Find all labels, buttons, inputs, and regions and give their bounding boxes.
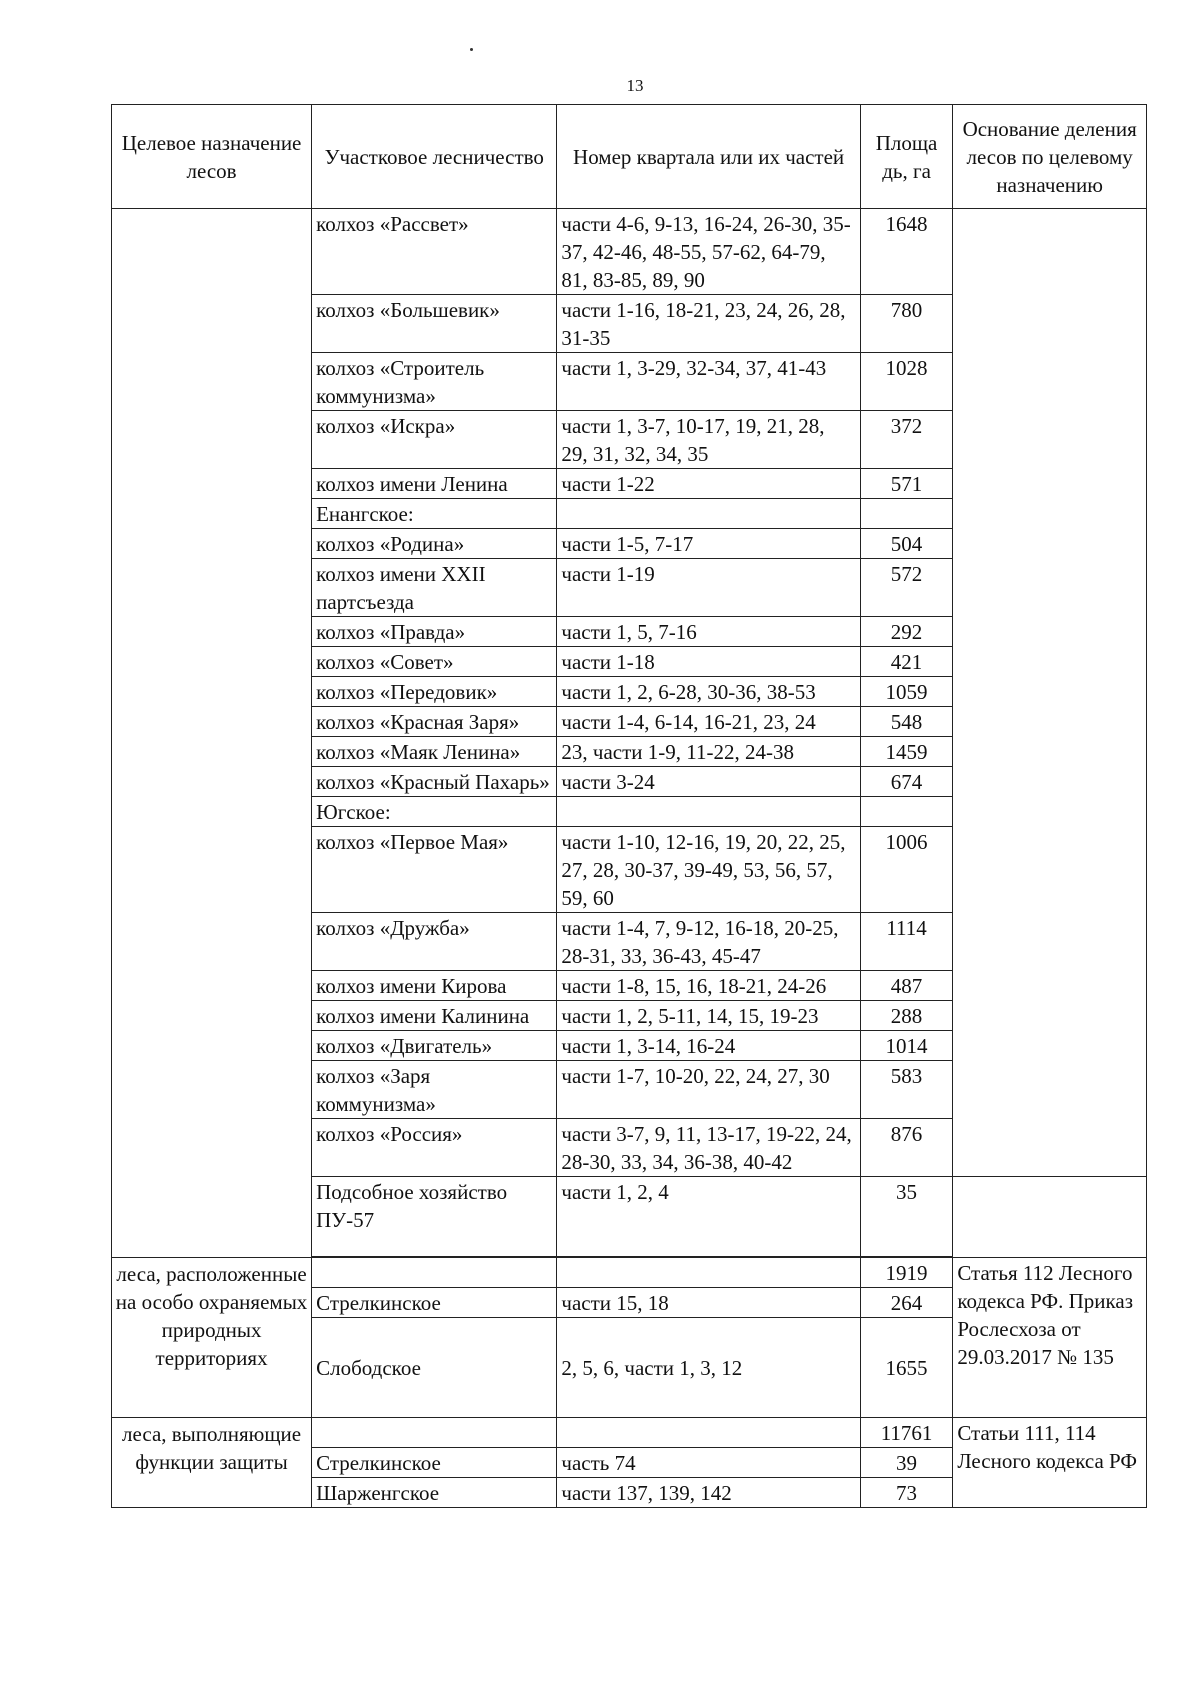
forestry-cell: Подсобное хозяйство ПУ-57 <box>312 1177 557 1257</box>
forestry-cell: колхоз «Совет» <box>312 647 557 677</box>
area-cell: 1114 <box>860 913 953 971</box>
quarters-cell: части 4-6, 9-13, 16-24, 26-30, 35-37, 42-46, 48-55, 57-62, 64-79, 81, 83-85, 89, 90 <box>557 209 860 295</box>
basis-cell-protective: Статьи 111, 114 Лесного кодекса РФ <box>953 1418 1147 1508</box>
area-cell: 674 <box>860 767 953 797</box>
area-cell: 1006 <box>860 827 953 913</box>
area-cell: 73 <box>860 1478 953 1508</box>
forestry-cell: колхоз «Заря коммунизма» <box>312 1061 557 1119</box>
quarters-cell: части 1-8, 15, 16, 18-21, 24-26 <box>557 971 860 1001</box>
quarters-cell: 2, 5, 6, части 1, 3, 12 <box>557 1318 860 1418</box>
forestry-cell: колхоз «Большевик» <box>312 295 557 353</box>
forestry-cell: колхоз имени Ленина <box>312 469 557 499</box>
quarters-cell: части 3-7, 9, 11, 13-17, 19-22, 24, 28-30, 33, 34, 36-38, 40-42 <box>557 1119 860 1177</box>
table-row <box>112 1258 1147 1288</box>
area-cell <box>860 499 953 529</box>
header-quarters: Номер квартала или их частей <box>557 105 860 209</box>
forestry-cell <box>312 1258 557 1288</box>
area-cell: 1655 <box>860 1318 953 1418</box>
forestry-cell: Стрелкинское <box>312 1288 557 1318</box>
area-cell: 288 <box>860 1001 953 1031</box>
table-row <box>112 1418 1147 1448</box>
quarters-cell: части 137, 139, 142 <box>557 1478 860 1508</box>
area-cell: 548 <box>860 707 953 737</box>
quarters-cell <box>557 1418 860 1448</box>
header-forestry: Участковое лесничество <box>312 105 557 209</box>
quarters-cell <box>557 499 860 529</box>
purpose-cell-protective: леса, выполняющие функции защиты <box>112 1418 312 1508</box>
quarters-cell <box>557 797 860 827</box>
area-total-cell: 11761 <box>860 1418 953 1448</box>
forestry-cell: колхоз «Первое Мая» <box>312 827 557 913</box>
quarters-cell: части 1, 3-29, 32-34, 37, 41-43 <box>557 353 860 411</box>
area-cell: 583 <box>860 1061 953 1119</box>
area-cell: 780 <box>860 295 953 353</box>
scan-speck <box>470 48 473 51</box>
forestry-cell: колхоз имени XXII партсъезда <box>312 559 557 617</box>
area-cell: 571 <box>860 469 953 499</box>
forestry-cell: Слободское <box>312 1318 557 1418</box>
forestry-cell: колхоз «Родина» <box>312 529 557 559</box>
quarters-cell: части 1-18 <box>557 647 860 677</box>
area-cell: 39 <box>860 1448 953 1478</box>
area-cell: 372 <box>860 411 953 469</box>
quarters-cell: части 3-24 <box>557 767 860 797</box>
quarters-cell: части 1, 2, 6-28, 30-36, 38-53 <box>557 677 860 707</box>
forestry-cell: Стрелкинское <box>312 1448 557 1478</box>
forestry-cell: колхоз «Искра» <box>312 411 557 469</box>
quarters-cell: части 1-22 <box>557 469 860 499</box>
forestry-cell: колхоз имени Калинина <box>312 1001 557 1031</box>
area-cell <box>860 797 953 827</box>
header-basis: Основание деления лесов по целевому назначению <box>953 105 1147 209</box>
forestry-cell: колхоз «Красный Пахарь» <box>312 767 557 797</box>
area-cell: 264 <box>860 1288 953 1318</box>
forestry-cell: колхоз «Строитель коммунизма» <box>312 353 557 411</box>
quarters-cell: части 1-4, 7, 9-12, 16-18, 20-25, 28-31, 33, 36-43, 45-47 <box>557 913 860 971</box>
purpose-cell-protected: леса, расположенные на особо охраняемых природных территориях <box>112 1258 312 1418</box>
basis-cell-empty <box>953 209 1147 1177</box>
area-cell: 421 <box>860 647 953 677</box>
forestry-cell: колхоз имени Кирова <box>312 971 557 1001</box>
quarters-cell: части 1-7, 10-20, 22, 24, 27, 30 <box>557 1061 860 1119</box>
area-cell: 572 <box>860 559 953 617</box>
area-total-cell: 1919 <box>860 1258 953 1288</box>
header-area: Площа дь, га <box>860 105 953 209</box>
area-cell: 1459 <box>860 737 953 767</box>
area-cell: 876 <box>860 1119 953 1177</box>
quarters-cell: части 1-10, 12-16, 19, 20, 22, 25, 27, 28, 30-37, 39-49, 53, 56, 57, 59, 60 <box>557 827 860 913</box>
quarters-cell: части 1, 3-14, 16-24 <box>557 1031 860 1061</box>
header-purpose: Целевое назначение лесов <box>112 105 312 209</box>
page-number: 13 <box>626 76 644 95</box>
area-cell: 292 <box>860 617 953 647</box>
quarters-cell: части 1-4, 6-14, 16-21, 23, 24 <box>557 707 860 737</box>
area-cell: 1028 <box>860 353 953 411</box>
forestry-cell: колхоз «Рассвет» <box>312 209 557 295</box>
quarters-cell: части 15, 18 <box>557 1288 860 1318</box>
quarters-cell: части 1, 2, 5-11, 14, 15, 19-23 <box>557 1001 860 1031</box>
forestry-cell: колхоз «Россия» <box>312 1119 557 1177</box>
forestry-cell <box>312 1418 557 1448</box>
forestry-cell: Шарженгское <box>312 1478 557 1508</box>
quarters-cell: части 1, 3-7, 10-17, 19, 21, 28, 29, 31, 32, 34, 35 <box>557 411 860 469</box>
forestry-cell: колхоз «Двигатель» <box>312 1031 557 1061</box>
area-cell: 504 <box>860 529 953 559</box>
forest-table <box>111 104 1147 1508</box>
area-cell: 35 <box>860 1177 953 1257</box>
forestry-cell: Югское: <box>312 797 557 827</box>
quarters-cell <box>557 1258 860 1288</box>
basis-cell-empty <box>953 1177 1147 1258</box>
forestry-cell: колхоз «Маяк Ленина» <box>312 737 557 767</box>
forestry-cell: колхоз «Правда» <box>312 617 557 647</box>
forestry-cell: колхоз «Дружба» <box>312 913 557 971</box>
purpose-cell-empty <box>112 209 312 1258</box>
quarters-cell: 23, части 1-9, 11-22, 24-38 <box>557 737 860 767</box>
quarters-cell: части 1-5, 7-17 <box>557 529 860 559</box>
forestry-cell: Енангское: <box>312 499 557 529</box>
area-cell: 1059 <box>860 677 953 707</box>
area-cell: 487 <box>860 971 953 1001</box>
area-cell: 1014 <box>860 1031 953 1061</box>
table-row <box>112 209 1147 295</box>
forestry-cell: колхоз «Передовик» <box>312 677 557 707</box>
quarters-cell: части 1, 2, 4 <box>557 1177 860 1257</box>
area-cell: 1648 <box>860 209 953 295</box>
quarters-cell: части 1, 5, 7-16 <box>557 617 860 647</box>
quarters-cell: части 1-19 <box>557 559 860 617</box>
quarters-cell: часть 74 <box>557 1448 860 1478</box>
basis-cell-protected: Статья 112 Лесного кодекса РФ. Приказ Рослесхоза от 29.03.2017 № 135 <box>953 1258 1147 1418</box>
quarters-cell: части 1-16, 18-21, 23, 24, 26, 28, 31-35 <box>557 295 860 353</box>
forestry-cell: колхоз «Красная Заря» <box>312 707 557 737</box>
